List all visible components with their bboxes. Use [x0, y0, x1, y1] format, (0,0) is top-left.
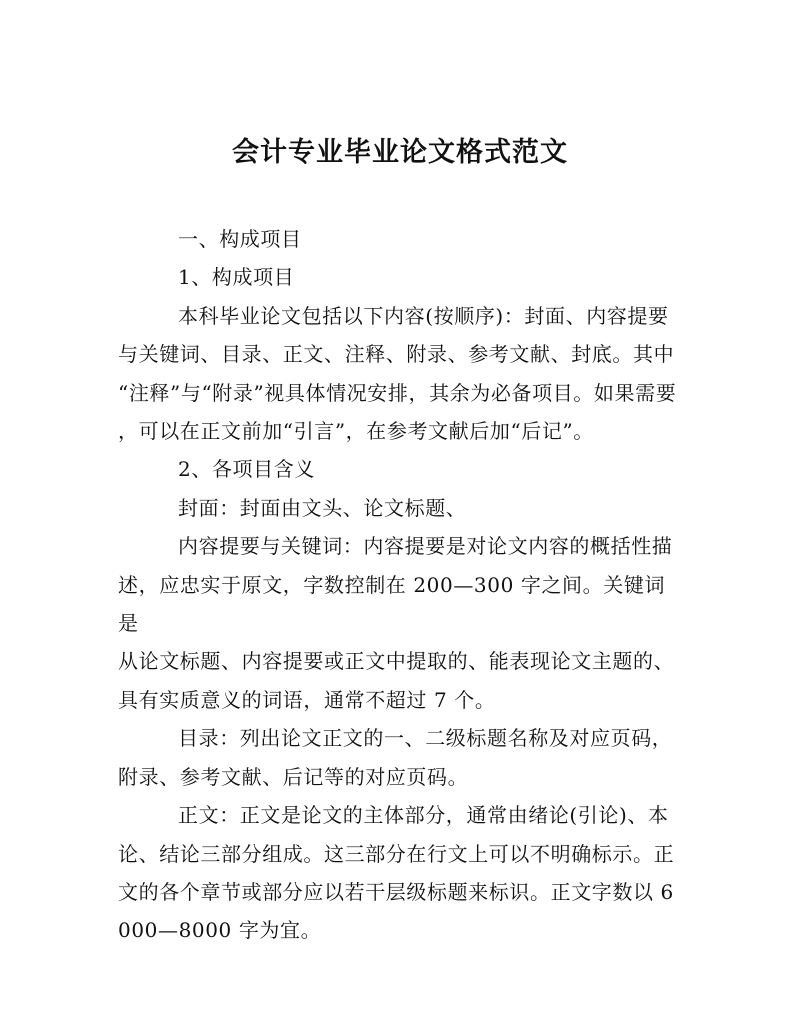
text-line: 2、各项目含义 [178, 457, 315, 482]
text-line: “注释”与“附录”视具体情况安排，其余为必备项目。如果需要 [118, 380, 677, 405]
text-line: 具有实质意义的词语，通常不超过 7 个。 [118, 687, 496, 712]
text-line: 从论文标题、内容提要或正文中提取的、能表现论文主题的、 [118, 649, 675, 674]
text-line: 论、结论三部分组成。这三部分在行文上可以不明确标示。正 [118, 841, 675, 866]
text-line: 附录、参考文献、后记等的对应页码。 [118, 764, 469, 789]
text-line: 1、构成项目 [178, 265, 295, 290]
text-line: 述，应忠实于原文，字数控制在 200—300 字之间。关键词是 [118, 572, 666, 636]
text-line: 内容提要与关键词：内容提要是对论文内容的概括性描 [178, 534, 673, 559]
text-line: 本科毕业论文包括以下内容(按顺序)：封面、内容提要 [178, 303, 669, 328]
text-line: 文的各个章节或部分应以若干层级标题来标识。正文字数以 6 [118, 879, 674, 904]
text-line: 与关键词、目录、正文、注释、附录、参考文献、封底。其中 [118, 342, 675, 367]
text-line: 目录：列出论文正文的一、二级标题名称及对应页码， [178, 726, 673, 751]
text-line: 000—8000 字为宜。 [118, 918, 322, 943]
text-line: 正文：正文是论文的主体部分，通常由绪论(引论)、本 [178, 803, 669, 828]
text-line: ，可以在正文前加“引言”，在参考文献后加“后记”。 [118, 419, 594, 444]
document-body [118, 220, 684, 950]
text-line: 封面：封面由文头、论文标题、 [178, 495, 467, 520]
document-title: 会计专业毕业论文格式范文 [232, 137, 568, 168]
text-line: 一、构成项目 [178, 227, 302, 251]
